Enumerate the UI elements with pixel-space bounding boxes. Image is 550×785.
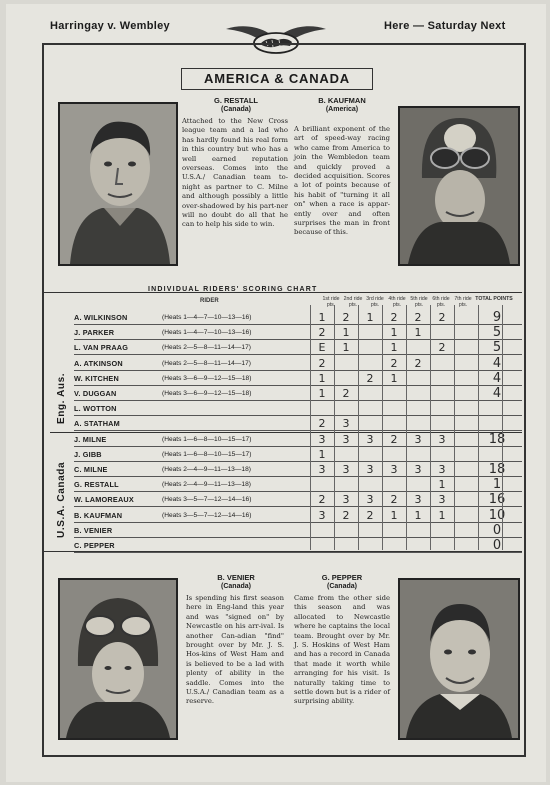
grid-column-line	[478, 305, 479, 550]
score-cell	[334, 447, 358, 462]
score-cell	[430, 401, 454, 416]
score-cell: 2	[318, 326, 326, 340]
score-cell	[430, 447, 454, 462]
rider-name: L. WOTTON	[74, 404, 117, 414]
score-cell: 2	[438, 311, 446, 324]
total-points: 0	[492, 538, 502, 553]
score-cell: 3	[342, 417, 350, 431]
score-cell: 2	[390, 311, 398, 324]
total-points	[478, 447, 516, 462]
score-cell: 2	[390, 493, 398, 507]
score-cell: 3	[318, 508, 326, 522]
grid-column-line	[454, 305, 455, 550]
score-cell: E	[318, 341, 326, 355]
score-cell: 1	[414, 326, 422, 340]
restall-name: G. RESTALL	[213, 96, 259, 105]
score-cell	[358, 340, 382, 355]
score-cell: 3	[414, 463, 422, 476]
score-cell	[358, 325, 382, 340]
restall-heading	[180, 96, 292, 114]
pepper-country: (Canada)	[327, 583, 357, 590]
score-cell	[454, 492, 478, 507]
score-cell: 3	[318, 463, 326, 476]
score-cell	[454, 401, 478, 416]
rider-heats: (Heats 2—5—8—11—14—17)	[162, 344, 251, 352]
kaufman-heading	[290, 96, 394, 114]
score-cell	[430, 371, 454, 386]
score-cell	[454, 523, 478, 538]
total-points: 0	[492, 522, 502, 538]
rider-name: A. WILKINSON	[74, 313, 128, 322]
score-cell	[406, 371, 430, 386]
score-cell	[358, 447, 382, 462]
rider-heats: (Heats 1—4—7—10—13—16)	[162, 314, 252, 321]
heat-column-header: 4th ride pts.	[388, 296, 406, 308]
score-cell	[430, 416, 454, 431]
score-cell	[454, 508, 478, 523]
score-cell: 3	[438, 463, 446, 476]
score-cell: 2	[342, 311, 350, 324]
score-cell: 3	[438, 493, 446, 507]
score-cell	[454, 538, 478, 553]
rider-heats: (Heats 3—5—7—12—14—16)	[162, 511, 252, 519]
score-cell	[358, 401, 382, 416]
score-cell	[406, 340, 430, 355]
score-cell	[406, 538, 430, 553]
grid-column-line	[382, 305, 383, 550]
rider-name: C. PEPPER	[74, 541, 115, 550]
total-points: 10	[488, 507, 506, 523]
score-cell	[358, 523, 382, 538]
score-cell	[334, 523, 358, 538]
total-points: 4	[492, 370, 502, 386]
score-cell	[454, 310, 478, 325]
chart-title: INDIVIDUAL RIDERS' SCORING CHART	[148, 286, 318, 293]
score-cell	[454, 371, 478, 386]
rider-heats: (Heats 2—4—9—11—13—18)	[162, 466, 251, 473]
group-eng-aus-label: Eng. Aus.	[56, 372, 67, 424]
venier-heading	[180, 573, 292, 591]
score-cell: 3	[390, 463, 398, 476]
venier-name: B. VENIER	[217, 573, 255, 582]
page-title: AMERICA & CANADA	[181, 68, 373, 90]
score-cell	[454, 447, 478, 462]
rider-name: W. KITCHEN	[74, 373, 119, 383]
kaufman-name: B. KAUFMAN	[318, 96, 366, 105]
rider-heats: (Heats 1—4—7—10—13—16)	[162, 329, 252, 337]
score-cell	[382, 416, 406, 431]
heat-column-header: 6th ride pts.	[432, 296, 450, 308]
score-cell	[406, 447, 430, 462]
total-points: 1	[492, 477, 502, 493]
restall-country: (Canada)	[221, 106, 251, 113]
rider-name: B. VENIER	[74, 525, 113, 535]
grid-column-line	[310, 305, 311, 550]
score-cell	[358, 538, 382, 553]
score-cell: 1	[438, 508, 446, 522]
total-points	[478, 416, 516, 431]
score-cell	[454, 462, 478, 477]
score-cell: 2	[390, 356, 398, 370]
score-cell	[334, 477, 358, 492]
score-cell: 1	[390, 326, 398, 340]
kaufman-country: (America)	[325, 106, 359, 113]
score-cell: 2	[342, 508, 350, 522]
score-cell: 2	[342, 387, 350, 400]
heat-column-header: 7th ride pts.	[454, 296, 472, 308]
score-cell: 1	[366, 311, 374, 324]
kaufman-bio: A brilliant exponent of the art of speed-way racing who came from America to join the Wembledon team and quickly proved a decided acquisition. Scores a lot of points because of his habit of "turning it all on" when a race is appar-ently over and often surprises the man in front because of this.	[294, 125, 390, 237]
score-cell: 1	[390, 508, 398, 522]
score-cell	[358, 416, 382, 431]
score-cell	[358, 386, 382, 401]
score-cell	[406, 401, 430, 416]
total-points: 5	[492, 325, 502, 341]
score-cell	[382, 523, 406, 538]
score-cell: 2	[390, 432, 398, 446]
heat-column-header: 5th ride pts.	[410, 296, 428, 308]
score-cell: 3	[342, 463, 350, 476]
header-right: Here — Saturday Next	[384, 20, 506, 32]
total-points: 5	[492, 340, 502, 356]
score-cell	[334, 401, 358, 416]
heat-column-header: 1st ride pts.	[322, 296, 340, 308]
score-cell	[454, 340, 478, 355]
score-cell: 1	[318, 371, 326, 385]
group-usa-canada-label: U.S.A. Canada	[56, 461, 67, 538]
score-cell: 3	[318, 432, 326, 446]
total-column-header: TOTAL POINTS	[475, 296, 513, 302]
score-cell	[454, 356, 478, 371]
score-cell: 1	[318, 311, 326, 324]
score-cell	[406, 416, 430, 431]
venier-country: (Canada)	[221, 583, 251, 590]
score-cell: 1	[390, 371, 398, 385]
rider-name: G. RESTALL	[74, 480, 119, 490]
score-cell: 2	[366, 371, 374, 385]
score-cell: 3	[414, 432, 422, 446]
score-cell: 2	[318, 493, 326, 507]
header-left: Harringay v. Wembley	[50, 20, 170, 32]
score-cell: 1	[318, 447, 326, 461]
rider-name: V. DUGGAN	[74, 389, 117, 398]
score-cell: 3	[414, 493, 422, 507]
score-cell: 3	[342, 432, 350, 446]
rider-heats: (Heats 3—6—9—12—15—18)	[162, 374, 252, 382]
rider-heats: (Heats 1—6—8—10—15—17)	[162, 450, 252, 458]
score-cell: 3	[366, 463, 374, 476]
heat-column-header: 3rd ride pts.	[366, 296, 384, 308]
total-points: 4	[492, 386, 502, 401]
rider-heats: (Heats 2—4—9—11—13—18)	[162, 481, 251, 489]
score-cell: 3	[438, 432, 446, 446]
score-cell	[454, 432, 478, 447]
score-cell	[382, 477, 406, 492]
score-cell	[382, 538, 406, 553]
heat-column-header: 2nd ride pts.	[343, 296, 363, 308]
kaufman-photo	[398, 106, 520, 266]
total-points: 4	[492, 355, 502, 371]
score-cell	[430, 523, 454, 538]
rider-name: W. LAMOREAUX	[74, 495, 134, 505]
rider-heats: (Heats 3—5—7—12—14—16)	[162, 496, 252, 504]
rider-name: J. GIBB	[74, 449, 102, 459]
score-cell	[310, 538, 334, 553]
score-cell	[406, 523, 430, 538]
rider-column-header: RIDER	[200, 298, 219, 304]
score-cell	[358, 356, 382, 371]
score-cell: 2	[366, 508, 374, 522]
score-cell: 1	[318, 387, 326, 400]
restall-photo	[58, 102, 178, 266]
score-cell	[358, 477, 382, 492]
rider-name: J. MILNE	[74, 434, 107, 444]
score-cell: 3	[366, 432, 374, 446]
score-cell: 1	[414, 508, 422, 522]
rider-heats: (Heats 1—6—8—10—15—17)	[162, 435, 252, 443]
score-cell	[382, 386, 406, 401]
score-cell: 2	[414, 356, 422, 370]
pepper-photo	[398, 578, 520, 740]
pepper-heading	[290, 573, 394, 591]
restall-bio: Attached to the New Cross league team and a lad who has hardly found his real form in this country but who has a well earned reputation overseas. Comes into the U.S.A./ Canadian team to-night as partner to C. Milne and although possibly a little over-shadowed by his part-ner will no doubt do all that he can to help his side to win.	[182, 117, 288, 229]
rider-name: C. MILNE	[74, 465, 108, 474]
score-cell: 1	[342, 341, 350, 355]
score-cell	[406, 477, 430, 492]
score-cell: 2	[438, 341, 446, 355]
score-cell	[334, 371, 358, 386]
grid-column-line	[430, 305, 431, 550]
rider-name: A. STATHAM	[74, 419, 120, 429]
grid-column-line	[334, 305, 335, 550]
score-cell	[334, 356, 358, 371]
pepper-name: G. PEPPER	[321, 573, 363, 582]
total-points: 18	[488, 431, 506, 447]
score-cell: 1	[390, 341, 398, 355]
total-points: 18	[488, 462, 506, 477]
rider-name: L. VAN PRAAG	[74, 343, 129, 353]
venier-bio: Is spending his first season here in Eng-land this year and was "signed on" by Newcastle on his arr-ival. Is another Can-adian "find" brought over by Mr. J. S. Hos-kins of West Ham and is believed to be a lad with plenty of ability in the saddle. Comes into the U.S.A./ Canadian team as a reserve.	[186, 594, 284, 706]
score-cell	[430, 356, 454, 371]
score-cell: 2	[318, 356, 326, 370]
grid-column-line	[502, 305, 503, 550]
score-cell: 1	[342, 326, 350, 340]
rider-name: B. KAUFMAN	[74, 510, 123, 520]
score-cell	[430, 386, 454, 401]
score-cell	[382, 447, 406, 462]
score-cell	[454, 325, 478, 340]
score-cell	[430, 325, 454, 340]
grid-column-line	[358, 305, 359, 550]
venier-photo	[58, 578, 178, 740]
pepper-bio: Came from the other side this season and was allocated to Newcastle where he captains the local team. Brought over by Mr. J. S. Hoskins of West Ham and has a record in Canada that made it worth while arranging for his visit. Is naturally taking time to settle down but is a rider of surprising ability.	[294, 594, 390, 706]
total-points: 9	[492, 310, 502, 325]
grid-column-line	[406, 305, 407, 550]
score-cell	[382, 401, 406, 416]
score-cell	[310, 523, 334, 538]
score-cell: 3	[342, 493, 350, 507]
total-points	[478, 401, 516, 416]
rider-name: A. ATKINSON	[74, 358, 123, 368]
score-cell	[454, 386, 478, 401]
score-cell	[310, 477, 334, 492]
score-cell	[454, 477, 478, 492]
rider-name: J. PARKER	[74, 328, 115, 338]
score-cell	[406, 386, 430, 401]
total-points: 16	[488, 492, 506, 508]
rider-heats: (Heats 2—5—8—11—14—17)	[162, 359, 251, 367]
score-cell: 2	[318, 417, 326, 431]
score-cell	[334, 538, 358, 553]
score-cell: 1	[438, 478, 446, 492]
score-cell: 3	[366, 493, 374, 507]
score-cell	[430, 538, 454, 553]
score-cell	[454, 416, 478, 431]
rider-heats: (Heats 3—6—9—12—15—18)	[162, 390, 252, 397]
score-cell: 2	[414, 311, 422, 324]
row-rule	[74, 552, 522, 553]
score-cell	[310, 401, 334, 416]
